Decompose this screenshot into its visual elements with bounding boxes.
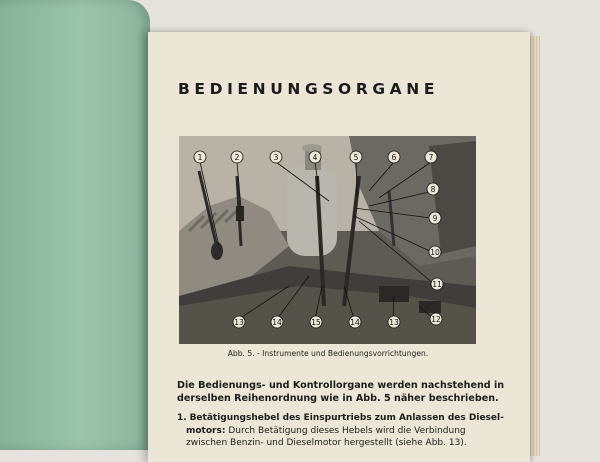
callout-8 [427, 183, 439, 195]
svg-text:14: 14 [350, 318, 360, 327]
svg-text:11: 11 [432, 280, 442, 289]
callout-7 [425, 151, 437, 163]
callout-6 [388, 151, 400, 163]
svg-text:8: 8 [430, 185, 436, 194]
item-number: 1. [177, 413, 187, 423]
svg-text:9: 9 [432, 214, 438, 223]
callout-9 [429, 212, 441, 224]
callout-4 [309, 151, 321, 163]
book-page [148, 32, 530, 462]
page-title: BEDIENUNGSORGANE [178, 80, 440, 98]
svg-text:5: 5 [353, 153, 359, 162]
callout-3 [270, 151, 282, 163]
svg-text:7: 7 [428, 153, 434, 162]
item-text-line3: zwischen Benzin- und Dieselmotor hergestellt (siehe Abb. 13). [186, 438, 467, 448]
callout-15 [310, 316, 322, 328]
callout-14b [349, 316, 361, 328]
callout-2 [231, 151, 243, 163]
callout-10 [429, 246, 441, 258]
intro-paragraph: Die Bedienungs- und Kontrollorgane werden nachstehend in derselben Reihenordnung wie in Abb. 5 näher beschrieben. [177, 380, 505, 404]
item-title-line2: motors: [186, 425, 226, 436]
svg-text:2: 2 [234, 153, 240, 162]
svg-text:14: 14 [272, 318, 282, 327]
list-item [177, 412, 512, 450]
callout-12 [430, 313, 442, 325]
callout-11 [431, 278, 443, 290]
svg-text:3: 3 [273, 153, 279, 162]
svg-text:13: 13 [234, 318, 244, 327]
callout-13a [233, 316, 245, 328]
callout-5 [350, 151, 362, 163]
figure-caption: Abb. 5. - Instrumente und Bedienungsvorrichtungen. [227, 349, 429, 358]
svg-text:4: 4 [312, 153, 318, 162]
svg-text:12: 12 [431, 315, 441, 324]
callout-14a [271, 316, 283, 328]
callout-13b [388, 316, 400, 328]
tractor-controls-illustration [179, 136, 476, 344]
callout-1 [194, 151, 206, 163]
item-text-line2: Durch Betätigung dieses Hebels wird die Verbindung [228, 425, 466, 436]
svg-text:15: 15 [311, 318, 321, 327]
book-cover-left [0, 0, 150, 450]
svg-text:10: 10 [430, 248, 440, 257]
svg-text:6: 6 [391, 153, 397, 162]
item-title-line1: Betätigungshebel des Einspurtriebs zum Anlassen des Diesel- [189, 413, 504, 423]
svg-text:1: 1 [197, 153, 203, 162]
figure-photo [179, 136, 476, 344]
svg-text:13: 13 [389, 318, 399, 327]
